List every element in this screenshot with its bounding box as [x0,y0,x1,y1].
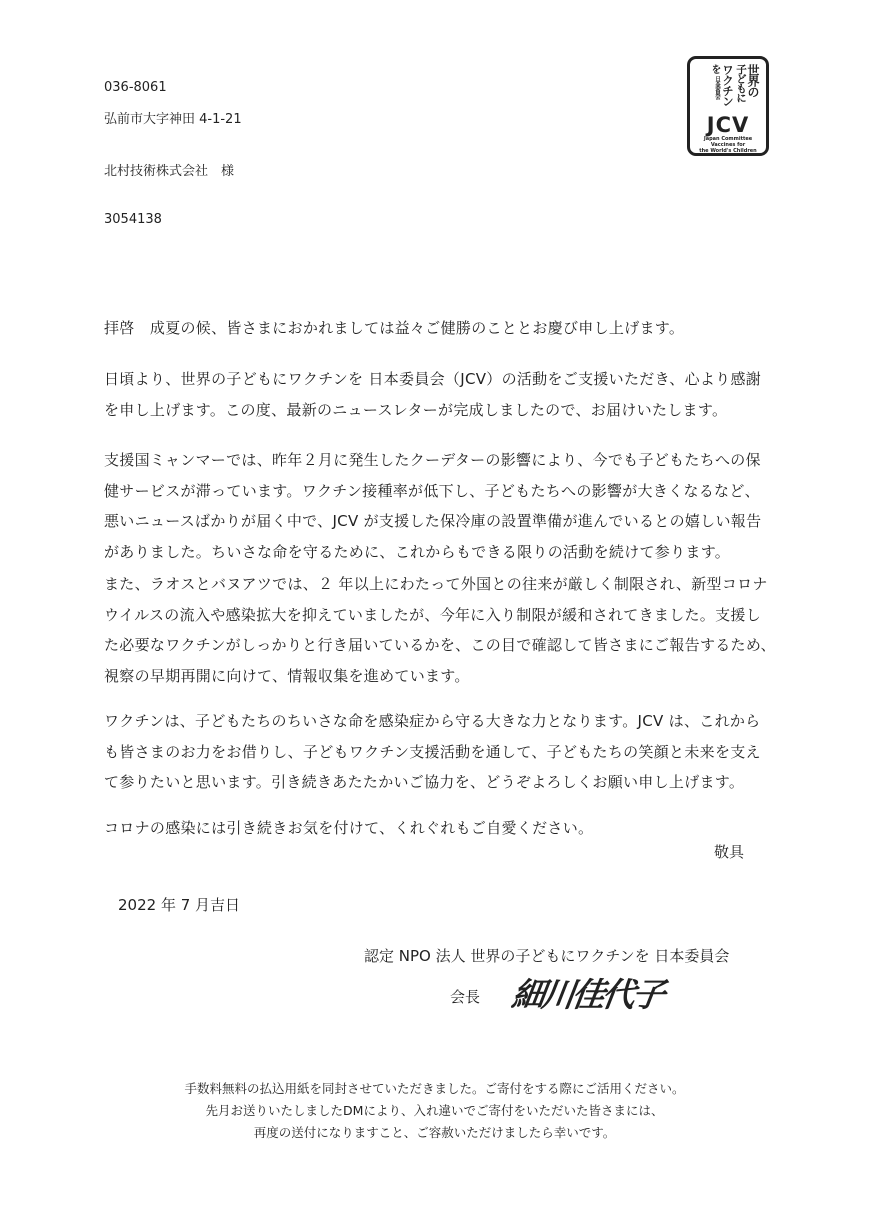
footer-line: 再度の送付になりますこと、ご容赦いただけましたら幸いです。 [253,1125,616,1140]
customer-number: 3054138 [104,212,162,227]
logo-english [690,136,766,154]
greeting-line: 拝啓 成夏の候、皆さまにおかれましては益々ご健勝のこととお慶び申し上げます。 [104,319,685,337]
closing-line: コロナの感染には引き続きお気を付けて、くれぐれもご自愛ください。 [104,819,594,837]
text-line: ワクチンは、子どもたちのちいさな命を感染症から守る大きな力となります。JCV は、これから [104,712,761,730]
text-line: た必要なワクチンがしっかりと行き届いているかを、この目で確認して皆さまにご報告するため、 [104,636,776,654]
greeting-paragraph [104,313,776,344]
sender-organization: 認定 NPO 法人 世界の子どもにワクチンを 日本委員会 [364,947,730,965]
paragraph-vaccines [104,706,776,798]
text-line: て参りたいと思います。引き続きあたたかいご協力を、どうぞよろしくお願い申し上げます。 [104,773,745,791]
recipient-address: 弘前市大字神田 4-1-21 [104,112,242,127]
footer-line: 手数料無料の払込用紙を同封させていただきました。ご寄付をする際にご活用ください。 [184,1081,685,1096]
text-line: ウイルスの流入や感染拡大を抑えていましたが、今年に入り制限が緩和されてきました。支援し [104,605,762,624]
closing-word: 敬具 [714,843,745,861]
text-line: 悪いニュースばかりが届く中で、JCV が支援した保冷庫の設置準備が進んでいるとの嬉しい報告 [104,512,762,530]
text-line: また、ラオスとバヌアツでは、２ 年以上にわたって外国との往来が厳しく制限され、新型コロナ [104,575,768,593]
text-line: がありました。ちいさな命を守るために、これからもできる限りの活動を続けて参ります。 [104,542,731,561]
logo-text-1: 世界の [746,64,760,97]
text-line: 支援国ミャンマーでは、昨年２月に発生したクーデターの影響により、今でも子どもたちへの保 [104,451,761,469]
text-line: 視察の早期再開に向けて、情報収集を進めています。 [104,666,470,685]
footer-note [0,1078,869,1144]
closing-paragraph [104,813,776,844]
letter-date: 2022 年 7 月吉日 [118,896,241,914]
paragraph-laos-vanuatu [104,569,776,691]
jcv-logo [687,56,769,156]
signature: 細川佳代子 [509,975,665,1014]
text-line: 健サービスが滞っています。ワクチン接種率が低下し、子どもたちへの影響が大きくなるなど、 [104,481,760,500]
text-line: を申し上げます。この度、最新のニュースレターが完成しましたので、お届けいたします。 [104,400,728,419]
text-line: 日頃より、世界の子どもにワクチンを 日本委員会（JCV）の活動をご支援いただき、心より感謝 [104,370,762,388]
jcv-logo-vertical-text [697,64,759,114]
logo-text-5: 日本委員会 [714,76,720,99]
logo-text-3: ワクチン [721,64,735,106]
sender-title: 会長 [450,988,481,1006]
logo-english-3: the World's Children [699,148,757,154]
recipient-company: 北村技術株式会社 様 [104,164,235,179]
logo-english-2: Vaccines for [710,142,746,148]
postal-code: 036-8061 [104,80,167,95]
footer-line: 先月お送りいたしましたDMにより、入れ違いでご寄付をいただいた皆さまには、 [205,1103,664,1118]
paragraph-myanmar [104,445,776,567]
text-line: も皆さまのお力をお借りし、子どもワクチン支援活動を通して、子どもたちの笑顔と未来を支え [104,742,761,761]
logo-english-1: Japan Committee [703,136,753,142]
logo-jcv: JCV [706,113,750,137]
logo-text-4: を [709,64,720,73]
logo-text-2: 子どもに [735,64,747,102]
paragraph-support [104,364,776,425]
